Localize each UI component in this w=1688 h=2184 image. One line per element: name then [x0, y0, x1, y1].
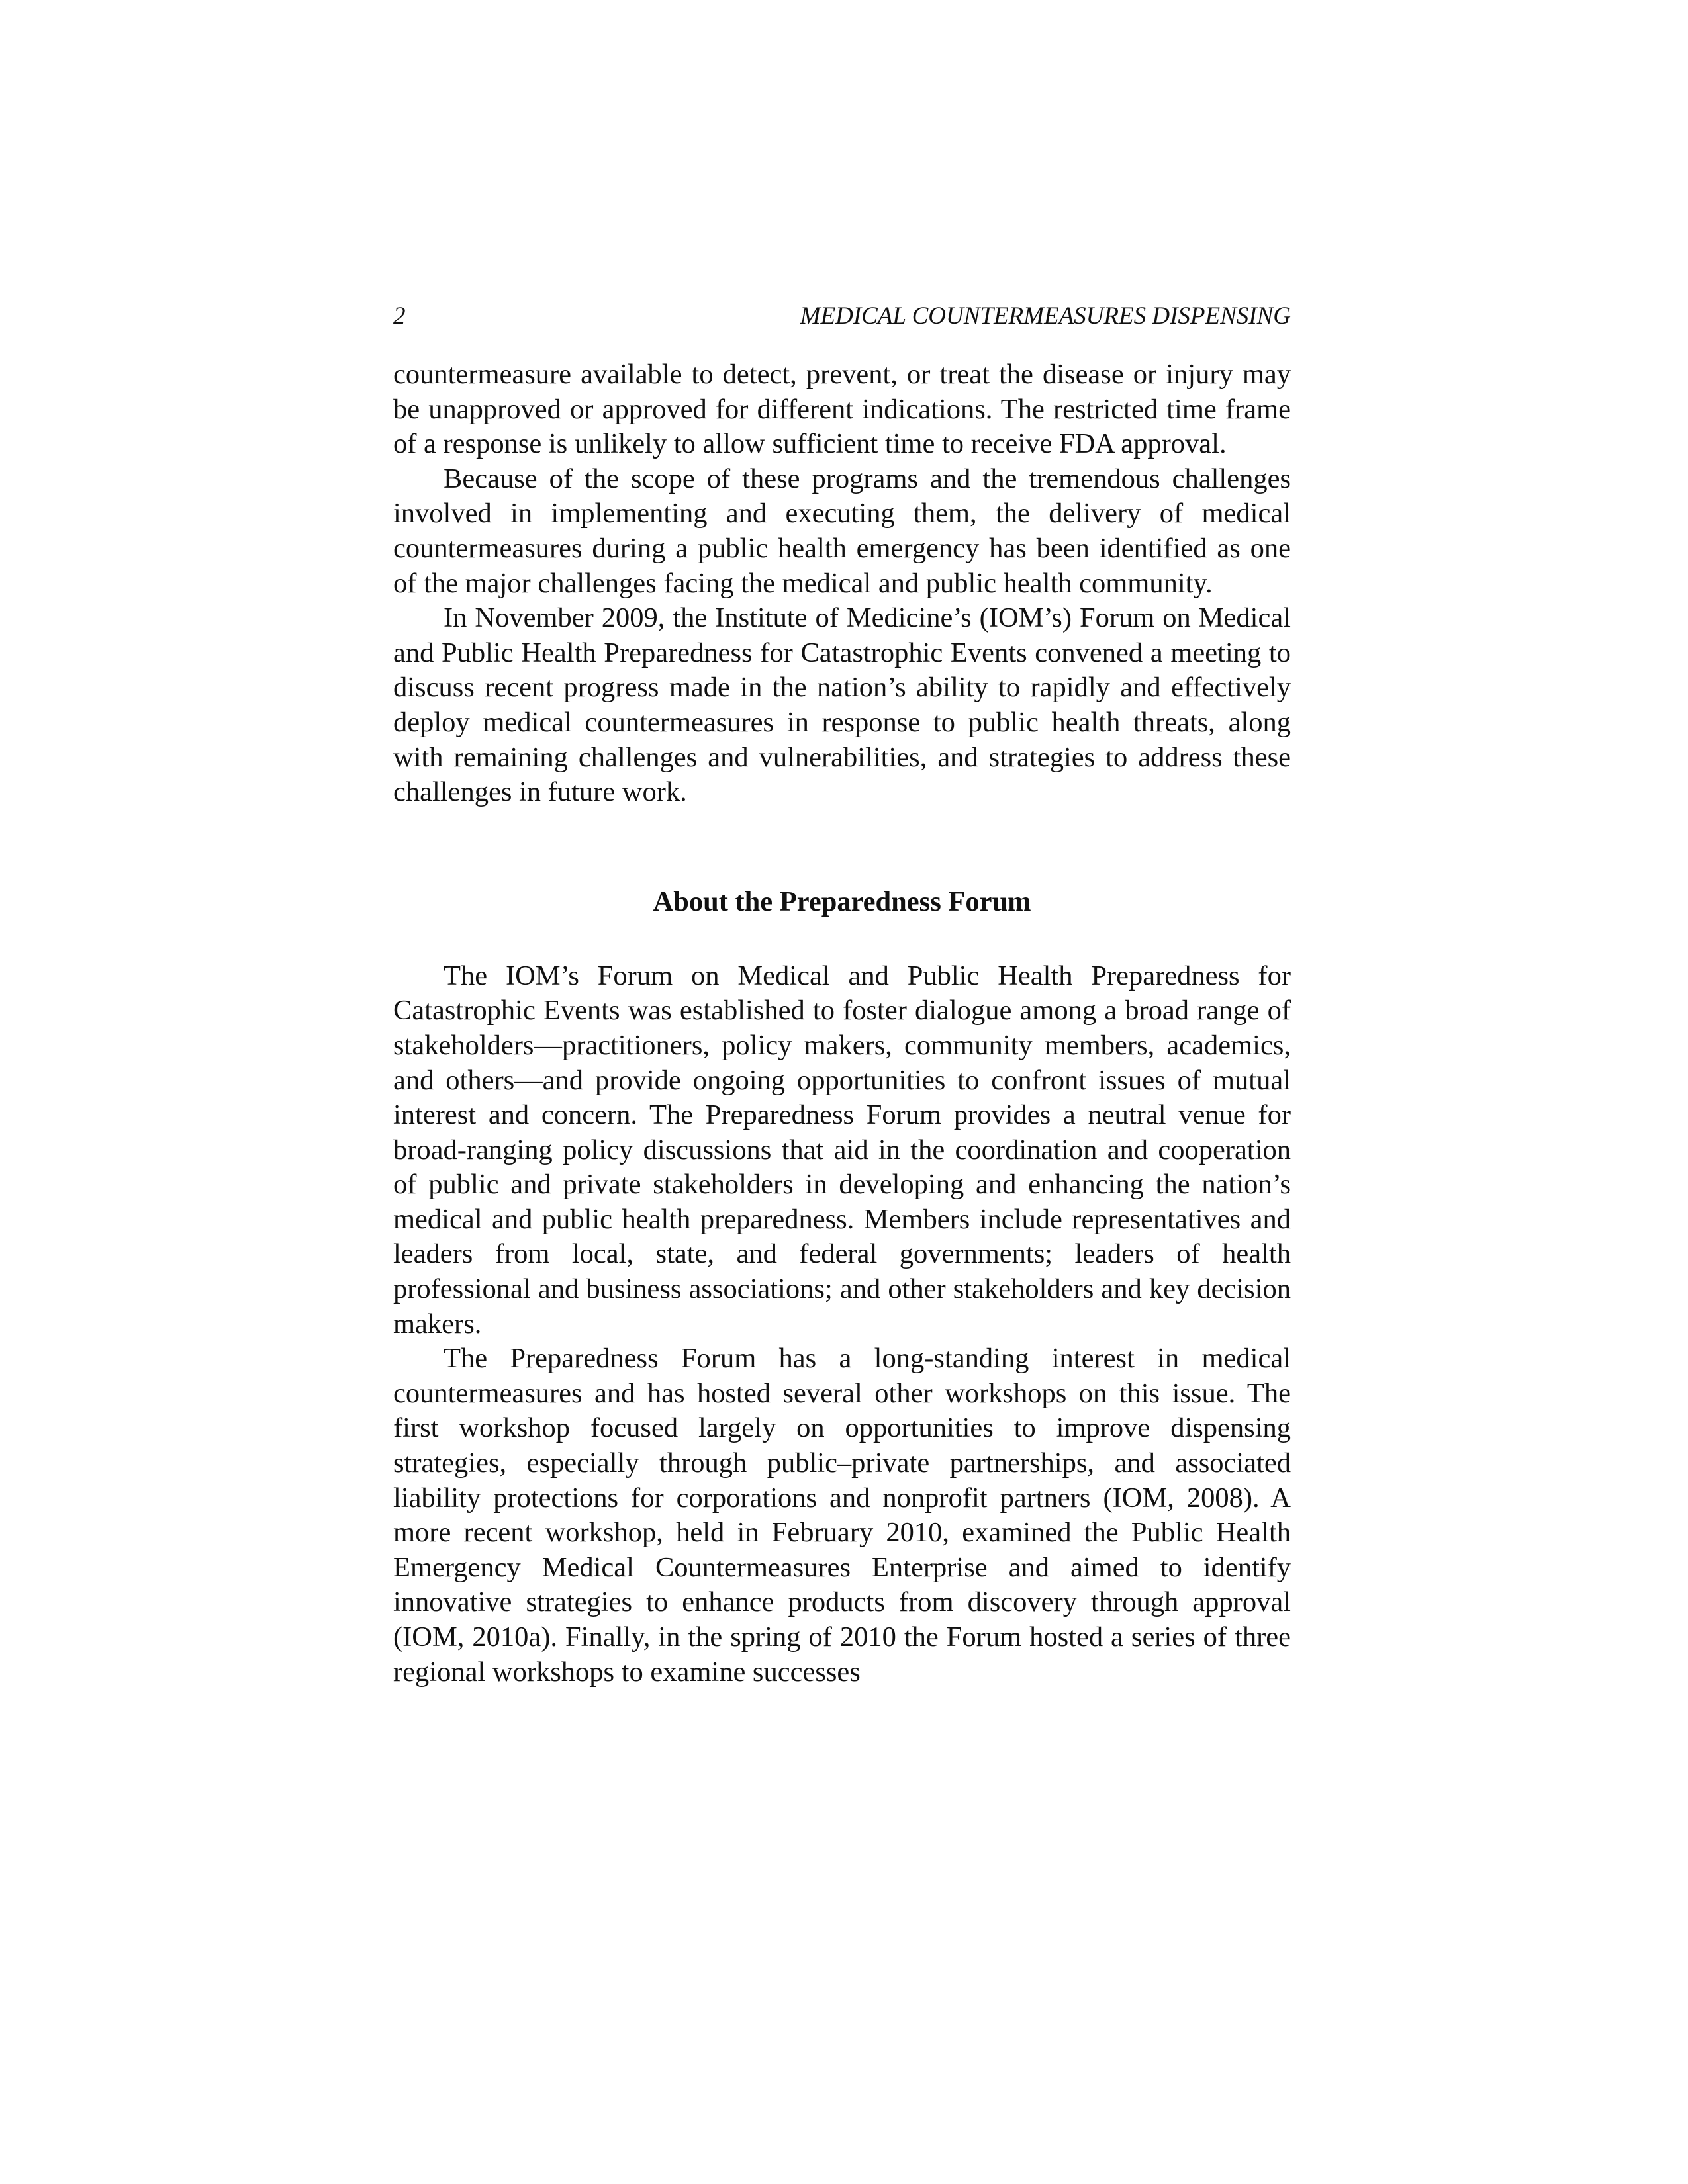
paragraph: countermeasure available to detect, prevent, or treat the disease or injury may be unapproved or approved for different indications. The restricted time frame of a response is unlikely to allow sufficient time to receive FDA approval. [393, 359, 1291, 460]
page-header [393, 296, 1291, 336]
running-title: MEDICAL COUNTERMEASURES DISPENSING [800, 302, 1291, 330]
paragraph: In November 2009, the Institute of Medicine’s (IOM’s) Forum on Medical and Public Health Preparedness for Catastrophic Events convened a meeting to discuss recent progress made in the nation’s ability to rapidly and effectively deploy medical countermeasures in response to public health threats, along with remaining challenges and vulnerabilities, and strategies to address these challenges in future work. [393, 602, 1291, 808]
paragraph: The Preparedness Forum has a long-standing interest in medical countermeasures and has hosted several other workshops on this issue. The first workshop focused largely on opportunities to improve dispensing strategies, especially through public–private partnerships, and associated liability protections for corporations and nonprofit partners (IOM, 2008). A more recent workshop, held in February 2010, examined the Public Health Emergency Medical Countermeasures Enterprise and aimed to identify innovative strategies to enhance products from discovery through approval (IOM, 2010a). Finally, in the spring of 2010 the Forum hosted a series of three regional workshops to examine successes [393, 1343, 1291, 1688]
section-heading: About the Preparedness Forum [653, 886, 1031, 917]
paragraph: The IOM’s Forum on Medical and Public Health Preparedness for Catastrophic Events was established to foster dialogue among a broad range of stakeholders—practitioners, policy makers, community members, academics, and others—and provide ongoing opportunities to confront issues of mutual interest and concern. The Preparedness Forum provides a neutral venue for broad-ranging policy discussions that aid in the coordination and cooperation of public and private stakeholders in developing and enhancing the nation’s medical and public health preparedness. Members include representatives and leaders from local, state, and federal governments; leaders of health professional and business associations; and other stakeholders and key decision makers. [393, 960, 1291, 1340]
paragraph: Because of the scope of these programs and the tremendous challenges involved in implementing and executing them, the delivery of medical countermeasures during a public health emergency has been identified as one of the major challenges facing the medical and public health community. [393, 463, 1291, 599]
body-text [393, 357, 1291, 1690]
page-number: 2 [393, 302, 406, 330]
